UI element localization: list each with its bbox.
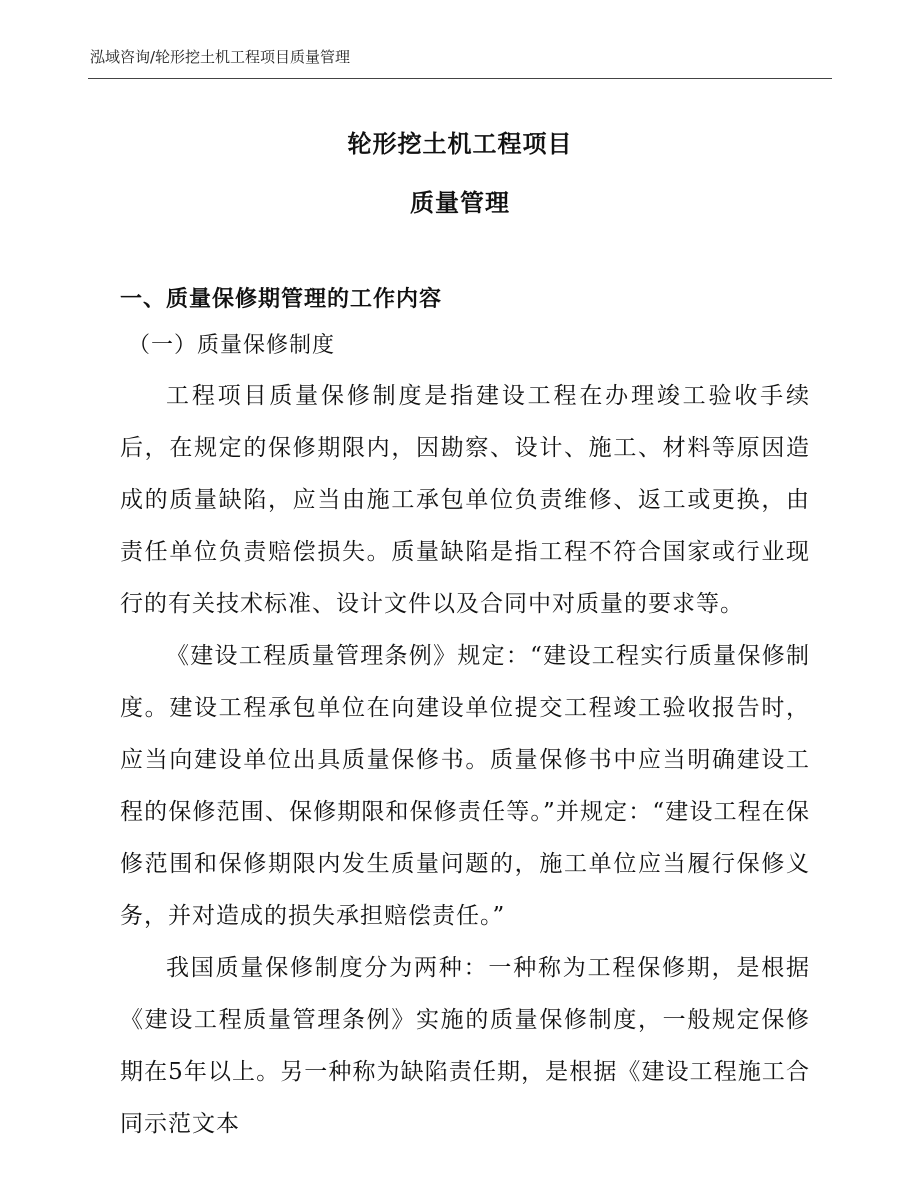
- running-header: 泓域咨询/轮形挖土机工程项目质量管理: [90, 48, 351, 66]
- body-paragraph: 《建设工程质量管理条例》规定：“建设工程实行质量保修制度。建设工程承包单位在向建设单位提交工程竣工验收报告时，应当向建设单位出具质量保修书。质量保修书中应当明确建设工程的保修范围、保修期限和保修责任等。”并规定：“建设工程在保修范围和保修期限内发生质量问题的，施工单位应当履行保修义务，并对造成的损失承担赔偿责任。”: [120, 643, 810, 929]
- document-title: 轮形挖土机工程项目: [347, 130, 573, 158]
- section-heading: 一、质量保修期管理的工作内容: [120, 287, 443, 312]
- body-paragraph: 我国质量保修制度分为两种：一种称为工程保修期，是根据《建设工程质量管理条例》实施的质量保修制度，一般规定保修期在5年以上。另一种称为缺陷责任期，是根据《建设工程施工合同示范文本: [120, 955, 810, 1137]
- header-divider: [88, 78, 832, 79]
- subsection-heading: （一）质量保修制度: [128, 333, 336, 358]
- document-subtitle: 质量管理: [410, 189, 510, 217]
- body-paragraph: 工程项目质量保修制度是指建设工程在办理竣工验收手续后，在规定的保修期限内，因勘察、设计、施工、材料等原因造成的质量缺陷，应当由施工承包单位负责维修、返工或更换，由责任单位负责赔偿损失。质量缺陷是指工程不符合国家或行业现行的有关技术标准、设计文件以及合同中对质量的要求等。: [120, 383, 810, 617]
